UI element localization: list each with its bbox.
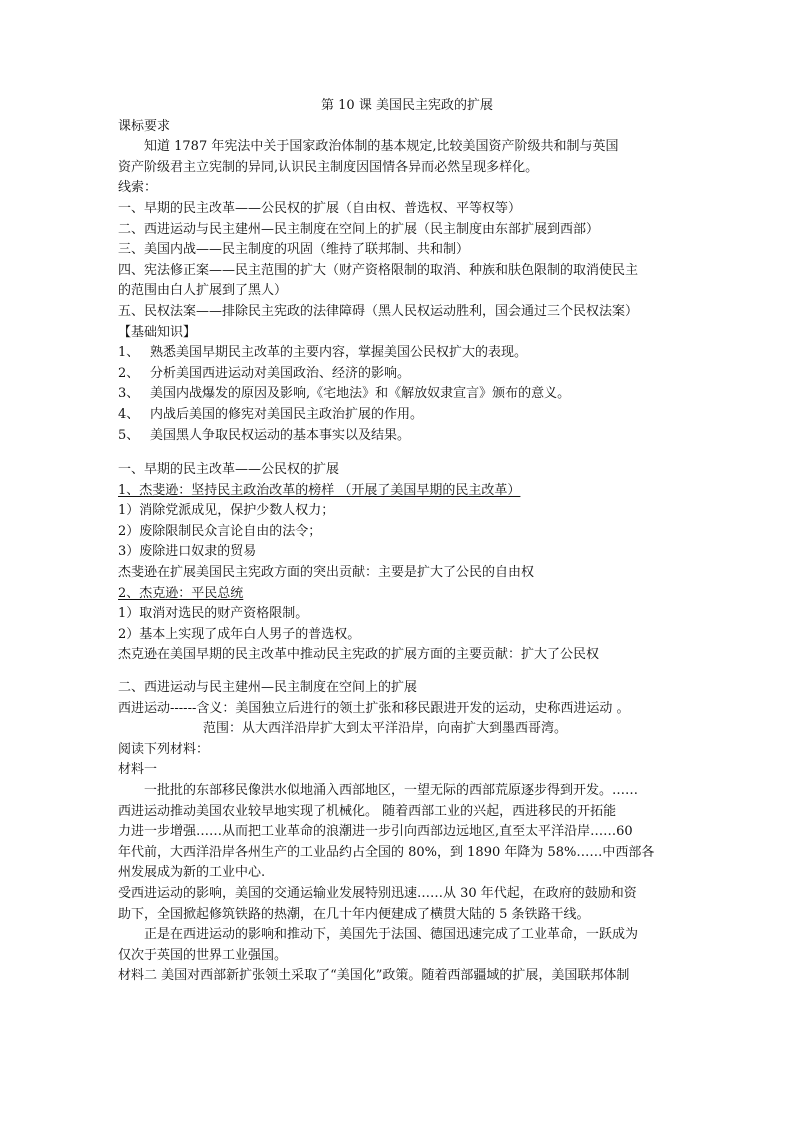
spacer xyxy=(118,446,678,460)
westward-range: 范围：从大西洋沿岸扩大到太平洋沿岸，向南扩大到墨西哥湾。 xyxy=(203,721,568,737)
jichu-item-text: 内战后美国的修宪对美国民主政治扩展的作用。 xyxy=(150,406,424,422)
jackson-item: 2）基本上实现了成年白人男子的普选权。 xyxy=(118,626,361,642)
jichu-heading: 【基础知识】 xyxy=(118,324,197,340)
material1-line: 仅次于英国的世界工业强国。 xyxy=(118,947,288,963)
xiansuo-heading: 线索： xyxy=(118,180,158,196)
jichu-item-number: 1、 xyxy=(118,345,140,361)
jefferson-heading: 1、杰斐逊：坚持民主政治改革的榜样 （开展了美国早期的民主改革） xyxy=(118,482,521,498)
kebiao-heading: 课标要求 xyxy=(118,118,171,134)
material2-line: 材料二 美国对西部新扩张领土采取了“美国化”政策。随着西部疆域的扩展，美国联邦体制 xyxy=(118,968,630,984)
xiansuo-item: 四、宪法修正案——民主范围的扩大（财产资格限制的取消、种族和肤色限制的取消使民主 xyxy=(118,262,639,278)
material1-line: 正是在西进运动的影响和推动下，美国先于法国、德国迅速完成了工业革命，一跃成为 xyxy=(144,927,639,943)
section2-heading: 二、西进运动与民主建州—民主制度在空间上的扩展 xyxy=(118,680,418,696)
jichu-item xyxy=(118,364,678,385)
xiansuo-item: 一、早期的民主改革——公民权的扩展（自由权、普选权、平等权等） xyxy=(118,200,522,216)
jefferson-item: 2）废除限制民众言论自由的法令； xyxy=(118,523,322,539)
jichu-item xyxy=(118,384,678,405)
material1-line: 西进运动推动美国农业较早地实现了机械化。 随着西部工业的兴起，西进移民的开拓能 xyxy=(118,803,617,819)
jefferson-summary: 杰斐逊在扩展美国民主宪政方面的突出贡献：主要是扩大了公民的自由权 xyxy=(118,565,535,581)
material1-heading: 材料一 xyxy=(118,762,158,778)
section1-heading: 一、早期的民主改革——公民权的扩展 xyxy=(118,462,340,478)
jichu-item xyxy=(118,343,678,364)
page-title: 第 10 课 美国民主宪政的扩展 xyxy=(321,98,493,113)
material1-line: 年代前，大西洋沿岸各州生产的工业品约占全国的 80%，到 1890 年降为 58%……中西部各 xyxy=(118,844,655,860)
jichu-item-text: 美国黑人争取民权运动的基本事实以及结果。 xyxy=(150,427,411,443)
jichu-item-number: 3、 xyxy=(118,386,140,402)
jichu-item-number: 2、 xyxy=(118,365,140,381)
jichu-item xyxy=(118,426,678,447)
kebiao-body-line: 知道 1787 年宪法中关于国家政治体制的基本规定,比较美国资产阶级共和制与英国 xyxy=(144,139,619,155)
spacer xyxy=(118,666,678,678)
material1-line: 助下，全国掀起修筑铁路的热潮，在几十年内便建成了横贯大陆的 5 条铁路干线。 xyxy=(118,906,590,922)
xiansuo-item: 的范围由白人扩展到了黑人） xyxy=(118,283,288,299)
document-page xyxy=(118,96,678,987)
jichu-item-number: 4、 xyxy=(118,406,140,422)
jichu-item xyxy=(118,405,678,426)
jackson-summary: 杰克逊在美国早期的民主改革中推动民主宪政的扩展方面的主要贡献：扩大了公民权 xyxy=(118,647,600,663)
material1-line: 力进一步增强……从而把工业革命的浪潮进一步引向西部边远地区,直至太平洋沿岸……60 xyxy=(118,824,633,840)
jichu-item-text: 分析美国西进运动对美国政治、经济的影响。 xyxy=(150,365,411,381)
westward-definition: 西进运动------含义：美国独立后进行的领土扩张和移民跟进开发的运动，史称西进运动 。 xyxy=(118,700,630,716)
jichu-item-text: 美国内战爆发的原因及影响,《宅地法》和《解放奴隶宣言》颁布的意义。 xyxy=(150,386,571,402)
material1-line: 受西进运动的影响，美国的交通运输业发展特别迅速……从 30 年代起，在政府的鼓励和资 xyxy=(118,885,637,901)
kebiao-body-line: 资产阶级君主立宪制的异同,认识民主制度因国情各异而必然呈现多样化。 xyxy=(118,159,539,175)
xiansuo-item: 三、美国内战——民主制度的巩固（维持了联邦制、共和制） xyxy=(118,242,470,258)
xiansuo-item: 二、西进运动与民主建州—民主制度在空间上的扩展（民主制度由东部扩展到西部） xyxy=(118,221,600,237)
xiansuo-item: 五、民权法案——排除民主宪政的法律障碍（黑人民权运动胜利，国会通过三个民权法案） xyxy=(118,303,639,319)
material1-line: 一批批的东部移民像洪水似地涌入西部地区，一望无际的西部荒原逐步得到开发。…… xyxy=(144,783,639,798)
jichu-item-number: 5、 xyxy=(118,427,140,443)
jichu-item-text: 熟悉美国早期民主改革的主要内容，掌握美国公民权扩大的表现。 xyxy=(150,345,528,361)
read-prompt: 阅读下列材料： xyxy=(118,741,210,757)
jefferson-item: 3）废除进口奴隶的贸易 xyxy=(118,544,257,560)
jackson-heading: 2、杰克逊：平民总统 xyxy=(118,585,244,601)
jefferson-item: 1）消除党派成见，保护少数人权力； xyxy=(118,503,335,519)
jackson-item: 1）取消对选民的财产资格限制。 xyxy=(118,606,309,622)
material1-line: 州发展成为新的工业中心. xyxy=(118,865,266,881)
